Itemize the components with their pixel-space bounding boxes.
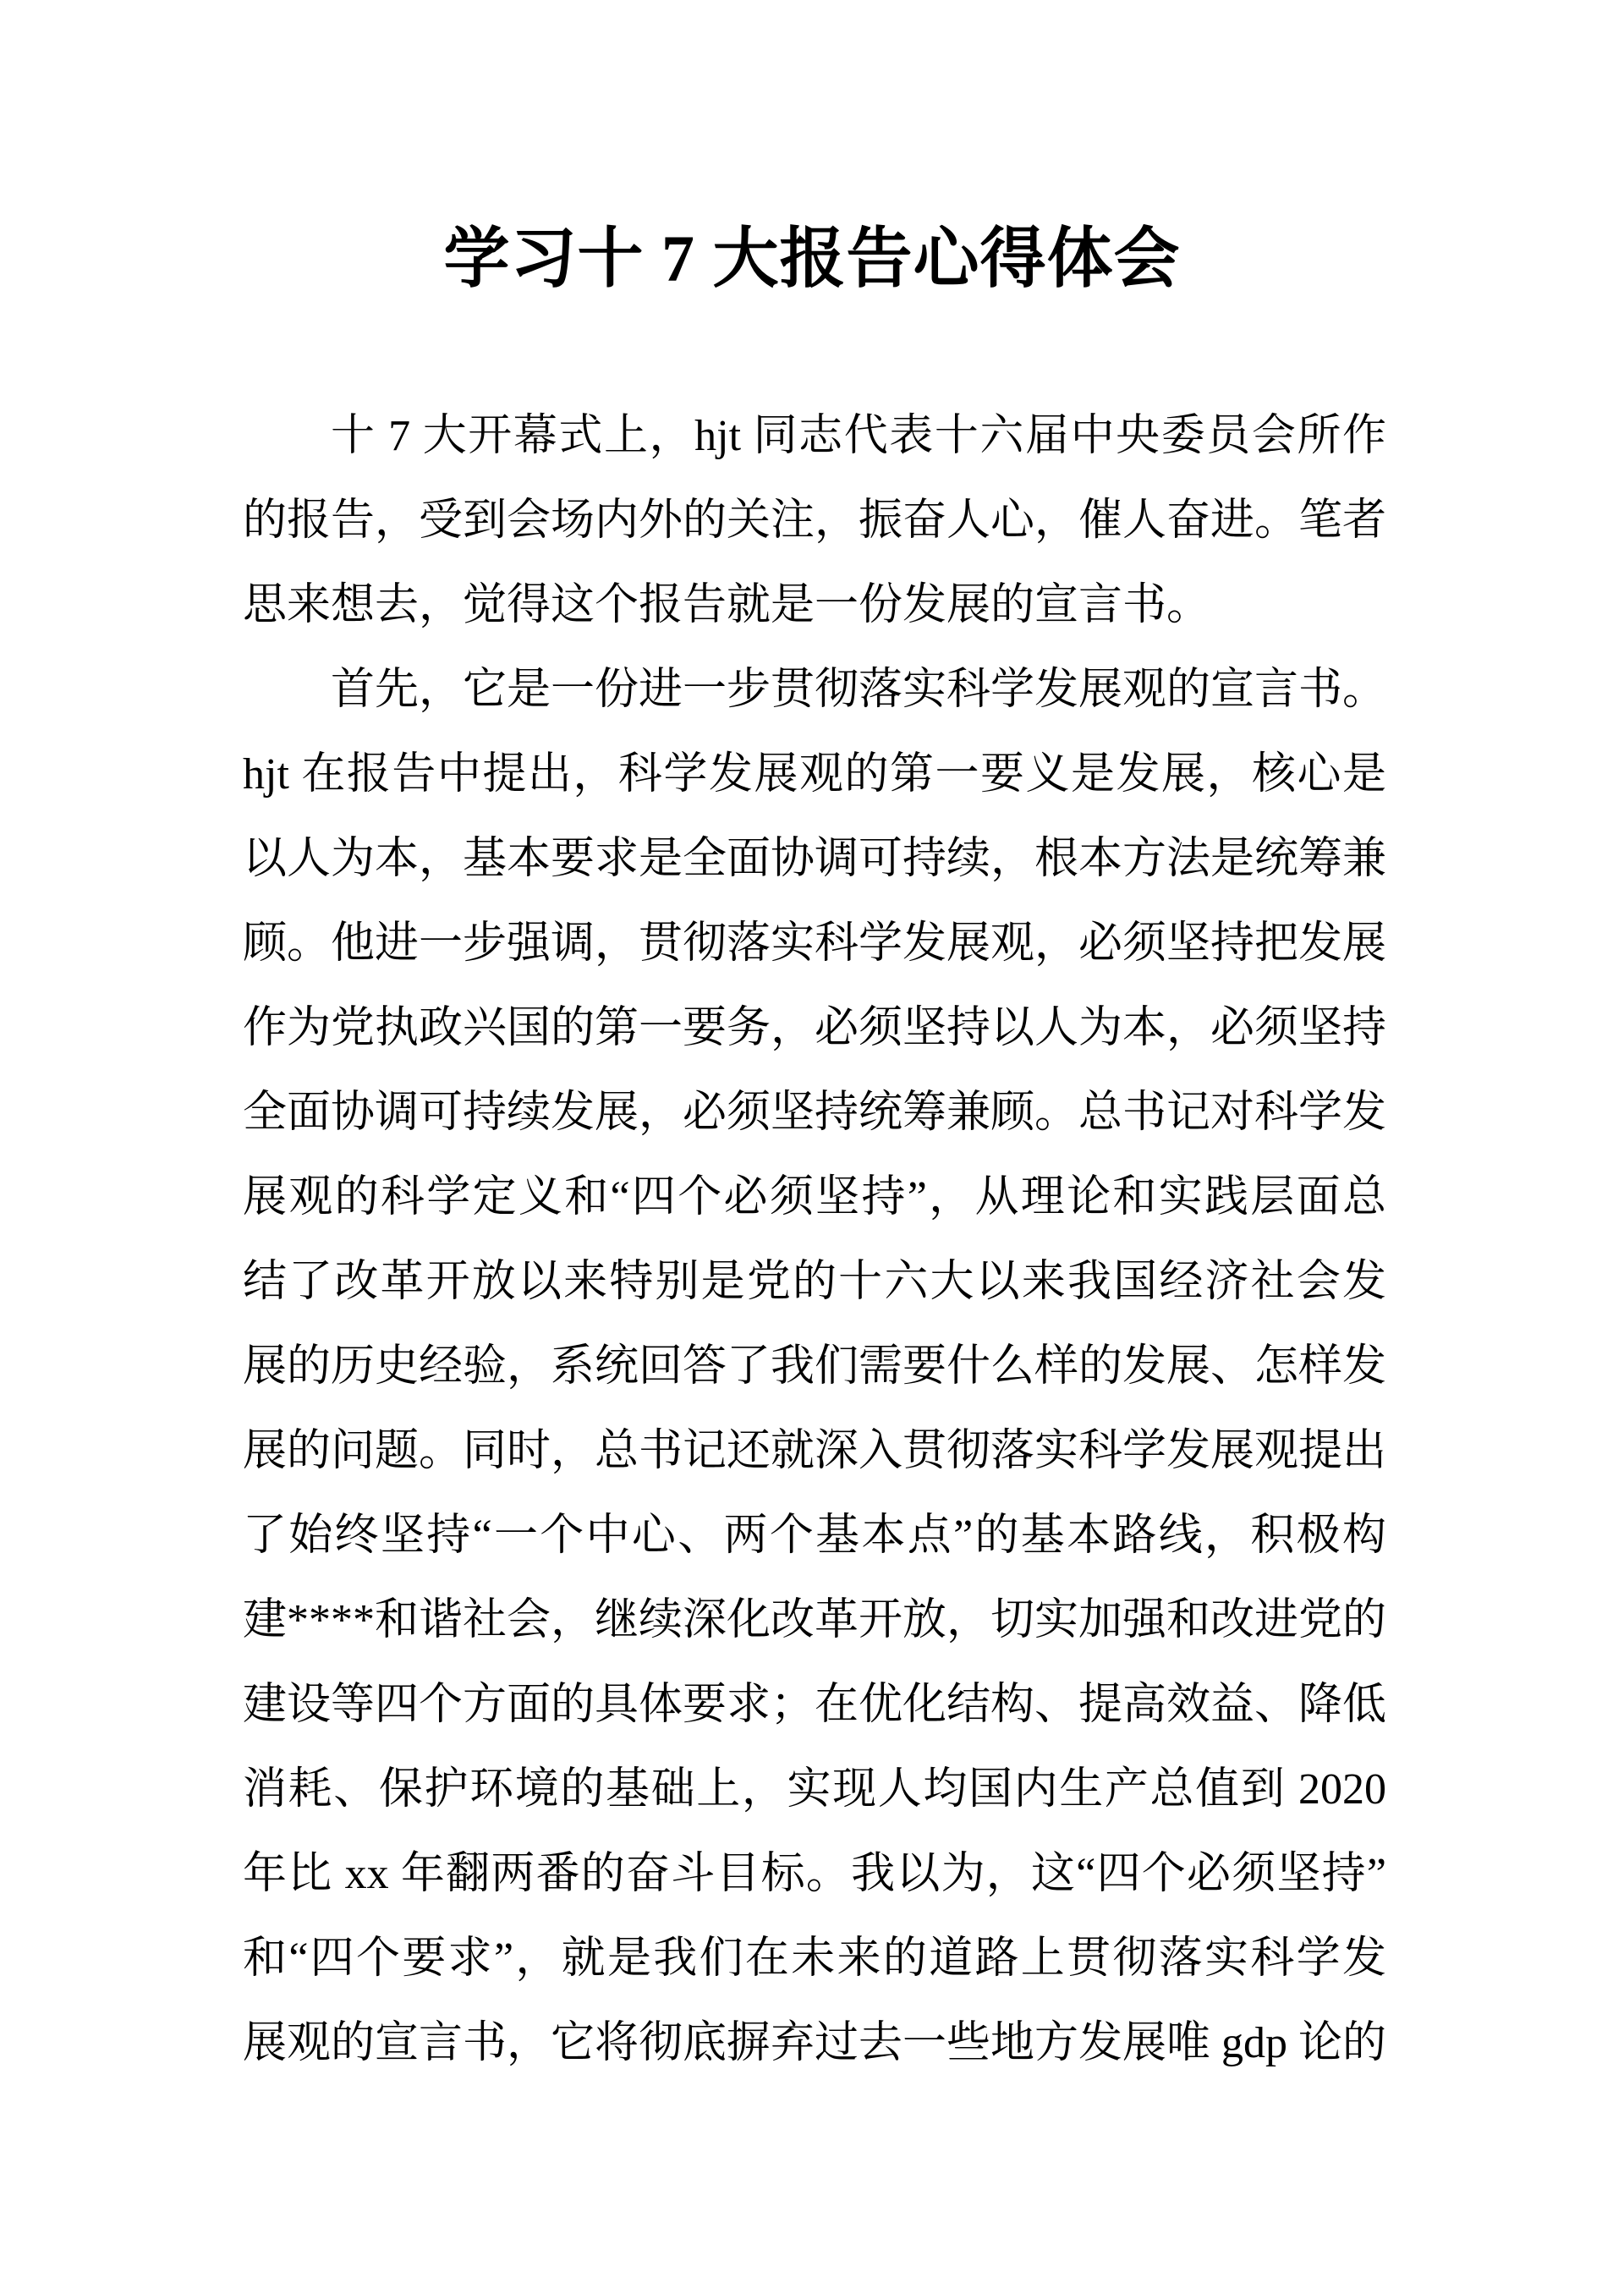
text-line: 的报告，受到会场内外的关注，振奋人心，催人奋进。笔者 (243, 497, 1387, 545)
text-line: 作为党执政兴国的第一要务，必须坚持以人为本，必须坚持 (243, 1004, 1387, 1052)
document-title: 学习十 7 大报告心得体会 (443, 222, 1181, 295)
text-line: 展的历史经验，系统回答了我们需要什么样的发展、怎样发 (243, 1342, 1387, 1391)
text-line: 消耗、保护环境的基础上，实现人均国内生产总值到 2020 (243, 1765, 1386, 1814)
text-line: 展观的科学定义和“四个必须坚持”，从理论和实践层面总 (243, 1173, 1386, 1221)
text-line: 结了改革开放以来特别是党的十六大以来我国经济社会发 (243, 1258, 1386, 1306)
text-line: 年比 xx 年翻两番的奋斗目标。我以为，这“四个必须坚持” (243, 1850, 1386, 1898)
text-line: 建设等四个方面的具体要求；在优化结构、提高效益、降低 (243, 1681, 1387, 1729)
text-line: 建****和谐社会，继续深化改革开放，切实加强和改进党的 (243, 1596, 1387, 1644)
text-line: 和“四个要求”，就是我们在未来的道路上贯彻落实科学发 (243, 1935, 1386, 1983)
text-line: 全面协调可持续发展，必须坚持统筹兼顾。总书记对科学发 (243, 1089, 1387, 1137)
text-line: 展的问题。同时，总书记还就深入贯彻落实科学发展观提出 (243, 1427, 1387, 1475)
text-line: 十 7 大开幕式上，hjt 同志代表十六届中央委员会所作 (331, 412, 1386, 460)
text-line: 顾。他进一步强调，贯彻落实科学发展观，必须坚持把发展 (243, 919, 1387, 968)
document-body (243, 394, 1386, 2086)
text-line: hjt 在报告中提出，科学发展观的第一要义是发展，核心是 (243, 750, 1386, 799)
text-line: 以人为本，基本要求是全面协调可持续，根本方法是统筹兼 (243, 835, 1387, 883)
text-line: 展观的宣言书，它将彻底摒弃过去一些地方发展唯 gdp 论的 (243, 2019, 1387, 2067)
text-line: 思来想去，觉得这个报告就是一份发展的宣言书。 (243, 581, 1211, 629)
text-line: 首先，它是一份进一步贯彻落实科学发展观的宣言书。 (331, 666, 1387, 714)
text-line: 了始终坚持“一个中心、两个基本点”的基本路线，积极构 (243, 1512, 1386, 1560)
